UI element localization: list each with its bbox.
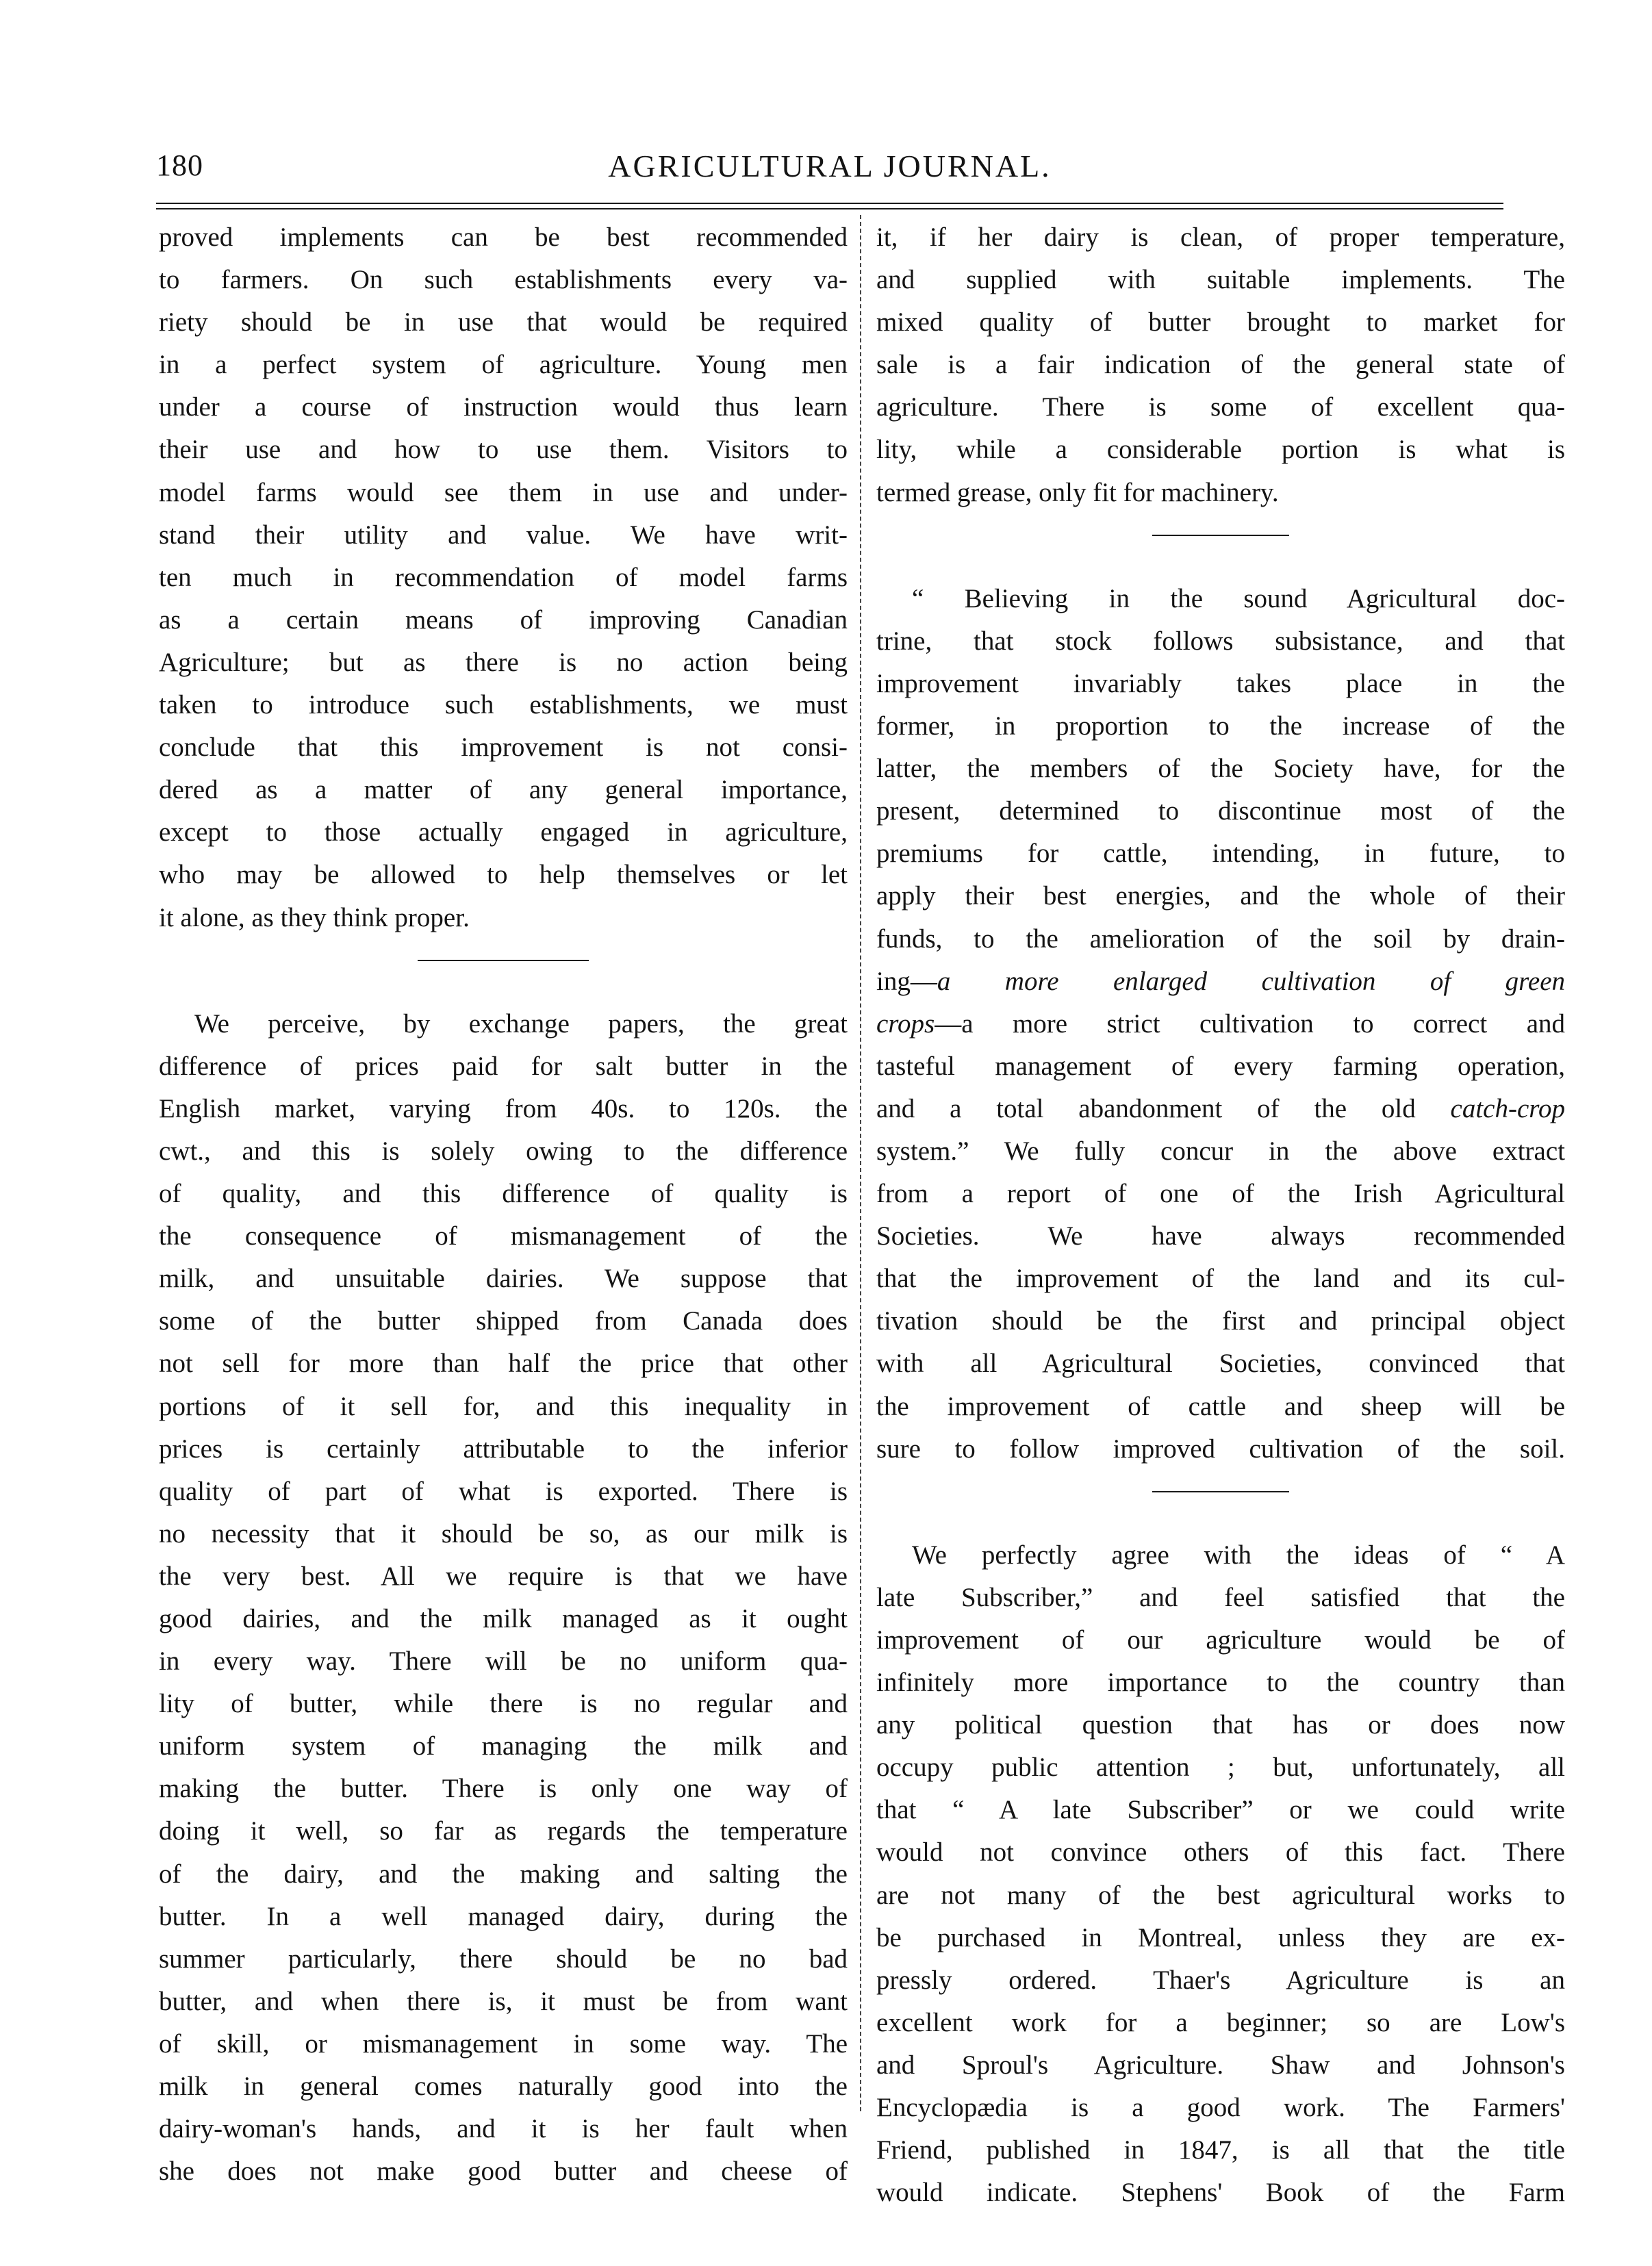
page-number: 180 [156,149,203,182]
text-line: lity, while a considerable portion is what is [876,435,1565,465]
text-line: tivation should be the first and principal object [876,1306,1565,1336]
text-line: “ Believing in the sound Agricultural doc- [912,583,1565,613]
text-line: We perfectly agree with the ideas of “ A [912,1540,1565,1570]
text-line: good dairies, and the milk managed as it ought [159,1604,848,1633]
text-line: funds, to the amelioration of the soil by drain- [876,924,1565,954]
text-line: prices is certainly attributable to the inferior [159,1434,848,1464]
text-line: premiums for cattle, intending, in future, to [876,839,1565,869]
text-line: Agriculture; but as there is no action being [159,647,848,677]
text-line: of quality, and this difference of quality is [159,1179,848,1209]
text-line: who may be allowed to help themselves or let [159,860,848,890]
text-line: sale is a fair indication of the general state of [876,350,1565,380]
text-line: Societies. We have always recommended [876,1221,1565,1251]
text-line: it, if her dairy is clean, of proper temperature, [876,222,1565,252]
text-line: except to those actually engaged in agriculture, [159,817,848,848]
text-line: in every way. There will be no uniform qua- [159,1646,848,1677]
text-line: English market, varying from 40s. to 120s. the [159,1093,848,1123]
section-separator [876,514,1565,557]
paragraph-gap [876,1513,1565,1534]
text-line: former, in proportion to the increase of the [876,711,1565,741]
text-line: are not many of the best agricultural works to [876,1880,1565,1910]
text-line: under a course of instruction would thus learn [159,392,848,422]
text-line [876,1003,1565,1045]
paragraph-gap [159,982,848,1003]
paragraph-gap [876,557,1565,578]
section-separator [876,1471,1565,1513]
text-line: milk in general comes naturally good into the [159,2072,848,2102]
text-line: their use and how to use them. Visitors to [159,435,848,465]
running-head: AGRICULTURAL JOURNAL. [608,149,1052,183]
text-line: to farmers. On such establishments every va- [159,265,848,295]
text-line: stand their utility and value. We have writ- [159,520,848,550]
text-line: taken to introduce such establishments, we must [159,690,848,720]
text-fragment: —a more strict cultivation to correct and [935,1008,1565,1039]
text-line: that the improvement of the land and its cul- [876,1264,1565,1294]
text-line: occupy public attention ; but, unfortunately, all [876,1753,1565,1783]
text-fragment: and a total abandonment of the old [876,1093,1451,1123]
text-line: the improvement of cattle and sheep will be [876,1391,1565,1421]
text-line: of the dairy, and the making and salting the [159,1859,848,1889]
text-line: trine, that stock follows subsistance, and that [876,626,1565,656]
text-line [876,960,1565,1003]
text-line: improvement of our agriculture would be of [876,1625,1565,1655]
left-column [159,216,848,2193]
text-line: pressly ordered. Thaer's Agriculture is an [876,1965,1565,1995]
text-line: apply their best energies, and the whole of their [876,881,1565,911]
text-line: any political question that has or does now [876,1710,1565,1740]
text-line: late Subscriber,” and feel satisfied that the [876,1582,1565,1612]
text-line: of skill, or mismanagement in some way. The [159,2028,848,2059]
text-line: doing it well, so far as regards the temperature [159,1816,848,1846]
text-line: the consequence of mismanagement of the [159,1221,848,1251]
column-divider [860,215,861,2111]
text-line: be purchased in Montreal, unless they are ex- [876,1922,1565,1952]
text-line: would not convince others of this fact. There [876,1837,1565,1868]
text-line: termed grease, only fit for machinery. [876,477,1279,507]
right-column [876,216,1565,2214]
header-rule [156,208,1503,209]
text-line: Encyclopædia is a good work. The Farmers' [876,2093,1565,2123]
text-line: that “ A late Subscriber” or we could write [876,1795,1565,1825]
italic-phrase: a more enlarged cultivation of green [937,966,1565,996]
text-line: as a certain means of improving Canadian [159,604,848,635]
paragraph-agricultural-works [876,1534,1565,2215]
text-line: making the butter. There is only one way of [159,1774,848,1804]
text-line: infinitely more importance to the country than [876,1668,1565,1698]
text-line: would indicate. Stephens' Book of the Farm [876,2178,1565,2208]
text-line: and Sproul's Agriculture. Shaw and Johnson's [876,2050,1565,2080]
header-rule [156,203,1503,204]
paragraph-salt-butter [159,1003,848,2193]
text-line: quality of part of what is exported. There is [159,1476,848,1506]
text-line: ten much in recommendation of model farms [159,562,848,592]
text-line: system.” We fully concur in the above extract [876,1136,1565,1166]
text-line: butter. In a well managed dairy, during the [159,1901,848,1931]
text-line: with all Agricultural Societies, convinced that [876,1349,1565,1379]
text-line: in a perfect system of agriculture. Young men [159,350,848,380]
text-line: uniform system of managing the milk and [159,1731,848,1761]
text-line: milk, and unsuitable dairies. We suppose that [159,1264,848,1294]
text-line: dairy-woman's hands, and it is her fault when [159,2114,848,2144]
text-line: improvement invariably takes place in the [876,668,1565,698]
text-line [876,1088,1565,1130]
italic-phrase: crops [876,1008,935,1039]
text-line: lity of butter, while there is no regular and [159,1689,848,1719]
text-line: latter, the members of the Society have, for the [876,754,1565,784]
text-line: from a report of one of the Irish Agricultural [876,1179,1565,1209]
italic-phrase: catch-crop [1450,1093,1565,1123]
text-line: butter, and when there is, it must be from want [159,1986,848,2016]
text-line: present, determined to discontinue most of the [876,796,1565,826]
text-line: sure to follow improved cultivation of the soil. [876,1434,1565,1464]
paragraph-model-farms [159,216,848,939]
text-line: riety should be in use that would be required [159,307,848,338]
text-line: model farms would see them in use and under- [159,477,848,507]
text-fragment: ing— [876,966,937,996]
section-separator [159,939,848,982]
text-line: conclude that this improvement is not consi- [159,733,848,763]
text-line: she does not make good butter and cheese of [159,2156,848,2187]
text-line: portions of it sell for, and this inequality in [159,1391,848,1421]
text-line: Friend, published in 1847, is all that the title [876,2135,1565,2165]
text-line: tasteful management of every farming operation, [876,1051,1565,1081]
text-line: agriculture. There is some of excellent qua- [876,392,1565,422]
text-line: the very best. All we require is that we have [159,1561,848,1591]
paragraph-dairy-quality [876,216,1565,514]
text-line: summer particularly, there should be no bad [159,1944,848,1974]
text-line: dered as a matter of any general importance, [159,775,848,805]
text-line: difference of prices paid for salt butter in the [159,1051,848,1081]
text-line: some of the butter shipped from Canada does [159,1306,848,1336]
paragraph-irish-society-quote [876,578,1565,1471]
text-line: it alone, as they think proper. [159,902,470,932]
text-line: mixed quality of butter brought to market for [876,307,1565,338]
text-line: not sell for more than half the price that other [159,1349,848,1379]
page-header [156,142,1503,197]
text-line: and supplied with suitable implements. The [876,265,1565,295]
text-line: cwt., and this is solely owing to the difference [159,1136,848,1166]
text-line: proved implements can be best recommended [159,222,848,252]
text-line: We perceive, by exchange papers, the great [194,1008,848,1039]
text-line: excellent work for a beginner; so are Low's [876,2007,1565,2037]
text-line: no necessity that it should be so, as our milk is [159,1518,848,1549]
